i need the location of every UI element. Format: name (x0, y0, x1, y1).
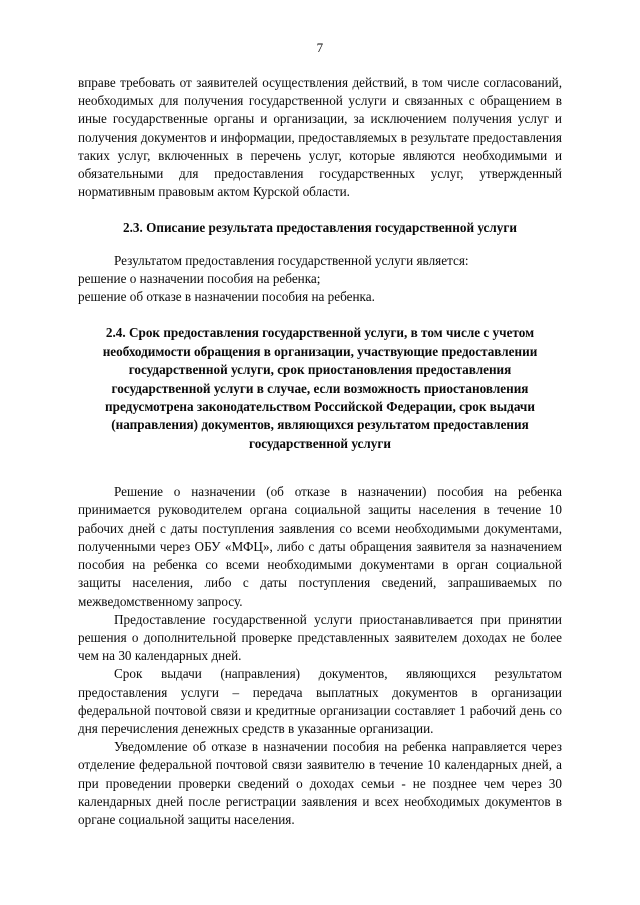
paragraph-result-item-2: решение об отказе в назначении пособия на ребенка. (78, 289, 375, 305)
spacer (78, 201, 562, 219)
paragraph-issuance-term: Срок выдачи (направления) документов, являющихся результатом предоставления услуги – передача выплатных документов в организации федеральной почтовой связи и кредитные организации составляет 1 рабочий день со дня перечисления денежных средств в указанные организации. (78, 666, 562, 736)
paragraph-term-decision: Решение о назначении (об отказе в назначении) пособия на ребенка принимается руководителем органа социальной защиты населения в течение 10 рабочих дней с даты поступления заявления со всеми необходимыми документами, полученными через ОБУ «МФЦ», либо с даты обращения заявителя за назначением пособия на ребенка со всеми необходимыми документами в орган социальной защиты населения, либо с даты поступления сведений, запрашиваемых по межведомственному запросу. (78, 484, 562, 609)
section-heading-2-4: 2.4. Срок предоставления государственной услуги, в том числе с учетом необходимости обращения в организации, участвующие предоставлении государственной услуги, срок приостановления предоставления государственной услуги в случае, если возможность приостановления предусмотрена законодательством Российской Федерации, срок выдачи (направления) документов, являющихся результатом предоставления государственной услуги (102, 325, 538, 451)
section-heading-2-3: 2.3. Описание результата предоставления государственной услуги (123, 220, 517, 236)
spacer (78, 238, 562, 252)
paragraph-result-item-1: решение о назначении пособия на ребенка; (78, 271, 321, 287)
paragraph-suspension: Предоставление государственной услуги приостанавливается при принятии решения о дополнительной проверке представленных заявителем доходах не более чем на 30 календарных дней. (78, 611, 562, 664)
page-number: 7 (316, 40, 324, 55)
paragraph-refusal-notice: Уведомление об отказе в назначении пособия на ребенка направляется через отделение федеральной почтовой связи заявителю в течение 10 календарных дней, а при проведении проверки сведений о доходах семьи - не позднее чем через 30 календарных дней после регистрации заявления и всех необходимых документов в органе социальной защиты населения. (78, 739, 562, 827)
spacer (78, 453, 562, 483)
spacer (78, 306, 562, 324)
paragraph-result-intro: Результатом предоставления государственной услуги является: (114, 252, 469, 268)
paragraph-intro: вправе требовать от заявителей осуществления действий, в том числе согласований, необходимых для получения государственной услуги и связанных с обращением в иные государственные органы и организации, за исключением получения услуг и получения документов и информации, предоставляемых в результате предоставления таких услуг, включенных в перечень услуг, которые являются необходимыми и обязательными для предоставления государственных услуг, утвержденный нормативным правовым актом Курской области. (78, 75, 562, 200)
